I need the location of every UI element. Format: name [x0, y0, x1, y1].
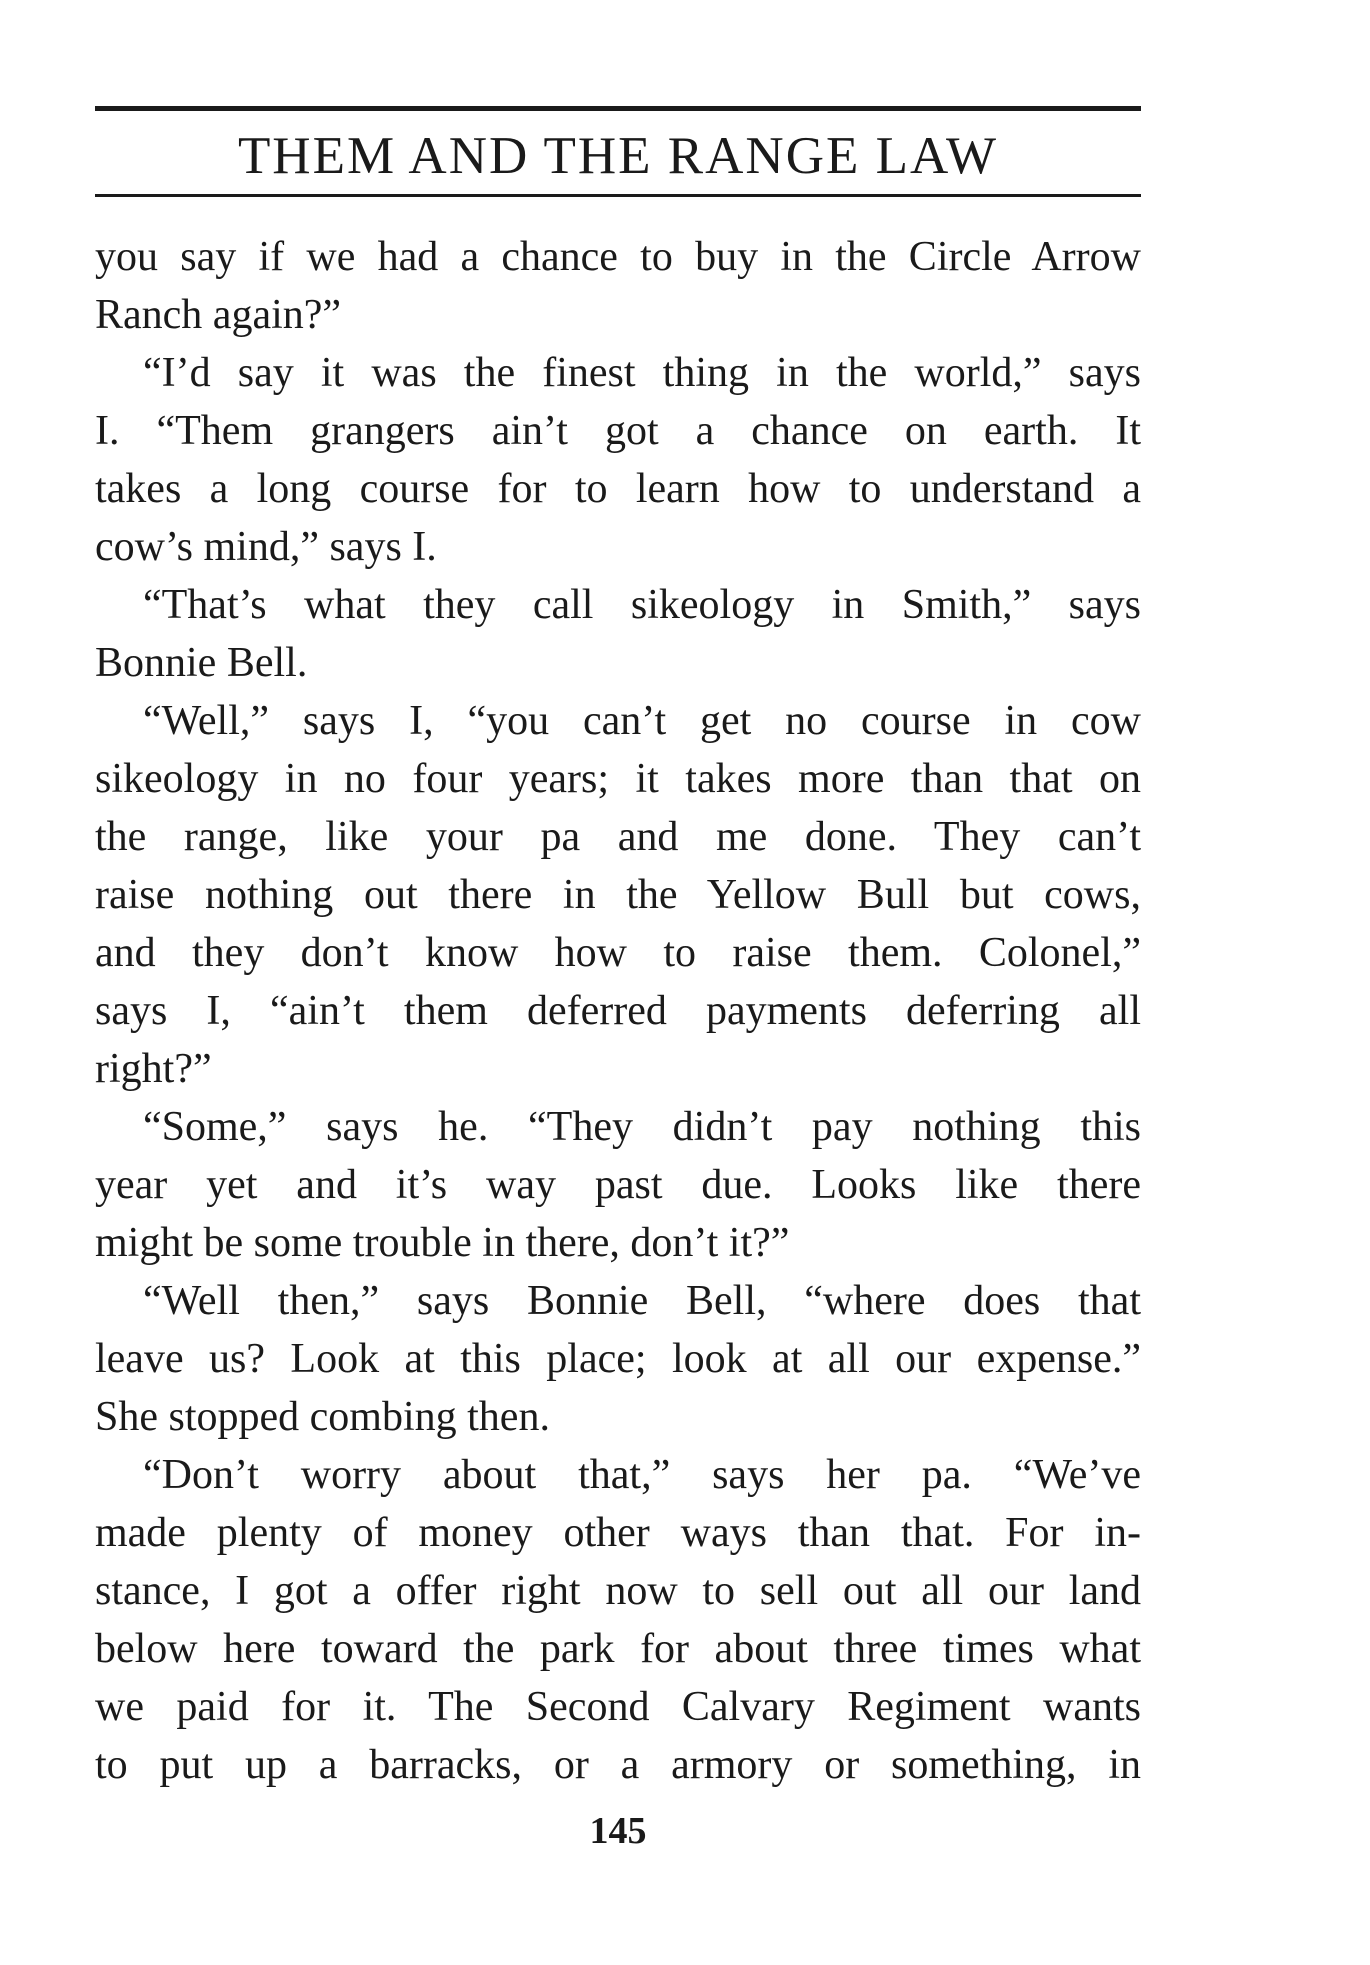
text-line: stance, I got a offer right now to sell out all our land — [95, 1568, 1141, 1614]
text-line: right?” — [95, 1046, 212, 1092]
text-line: “Don’t worry about that,” says her pa. “We’ve — [143, 1452, 1141, 1498]
body-text — [95, 228, 1141, 1794]
text-line: She stopped combing then. — [95, 1394, 550, 1440]
text-line: “Some,” says he. “They didn’t pay nothing this — [143, 1104, 1141, 1150]
text-line: “Well then,” says Bonnie Bell, “where does that — [143, 1278, 1141, 1324]
text-line: to put up a barracks, or a armory or something, in — [95, 1742, 1141, 1788]
text-line: you say if we had a chance to buy in the Circle Arrow — [95, 234, 1141, 280]
text-line: sikeology in no four years; it takes more than that on — [95, 756, 1141, 802]
text-line: Ranch again?” — [95, 292, 342, 338]
text-line: I. “Them grangers ain’t got a chance on earth. It — [95, 408, 1141, 454]
text-line: cow’s mind,” says I. — [95, 524, 437, 570]
text-line: made plenty of money other ways than that. For in- — [95, 1510, 1141, 1556]
page-number: 145 — [589, 1810, 647, 1852]
text-line: says I, “ain’t them deferred payments deferring all — [95, 988, 1141, 1034]
running-head: THEM AND THE RANGE LAW — [237, 127, 999, 185]
text-line: Bonnie Bell. — [95, 640, 308, 686]
header-rule-bottom — [95, 194, 1141, 197]
text-line: “That’s what they call sikeology in Smith,” says — [143, 582, 1141, 628]
text-line: takes a long course for to learn how to understand a — [95, 466, 1141, 512]
text-line: below here toward the park for about three times what — [95, 1626, 1141, 1672]
text-line: might be some trouble in there, don’t it?” — [95, 1220, 790, 1266]
text-line: we paid for it. The Second Calvary Regiment wants — [95, 1684, 1141, 1730]
text-line: leave us? Look at this place; look at all our expense.” — [95, 1336, 1141, 1382]
text-line: the range, like your pa and me done. They can’t — [95, 814, 1141, 860]
text-line: year yet and it’s way past due. Looks like there — [95, 1162, 1141, 1208]
text-line: “I’d say it was the finest thing in the world,” says — [143, 350, 1141, 396]
text-line: “Well,” says I, “you can’t get no course in cow — [143, 698, 1141, 744]
text-line: raise nothing out there in the Yellow Bull but cows, — [95, 872, 1141, 918]
text-line: and they don’t know how to raise them. Colonel,” — [95, 930, 1141, 976]
header-rule-top — [95, 106, 1141, 111]
